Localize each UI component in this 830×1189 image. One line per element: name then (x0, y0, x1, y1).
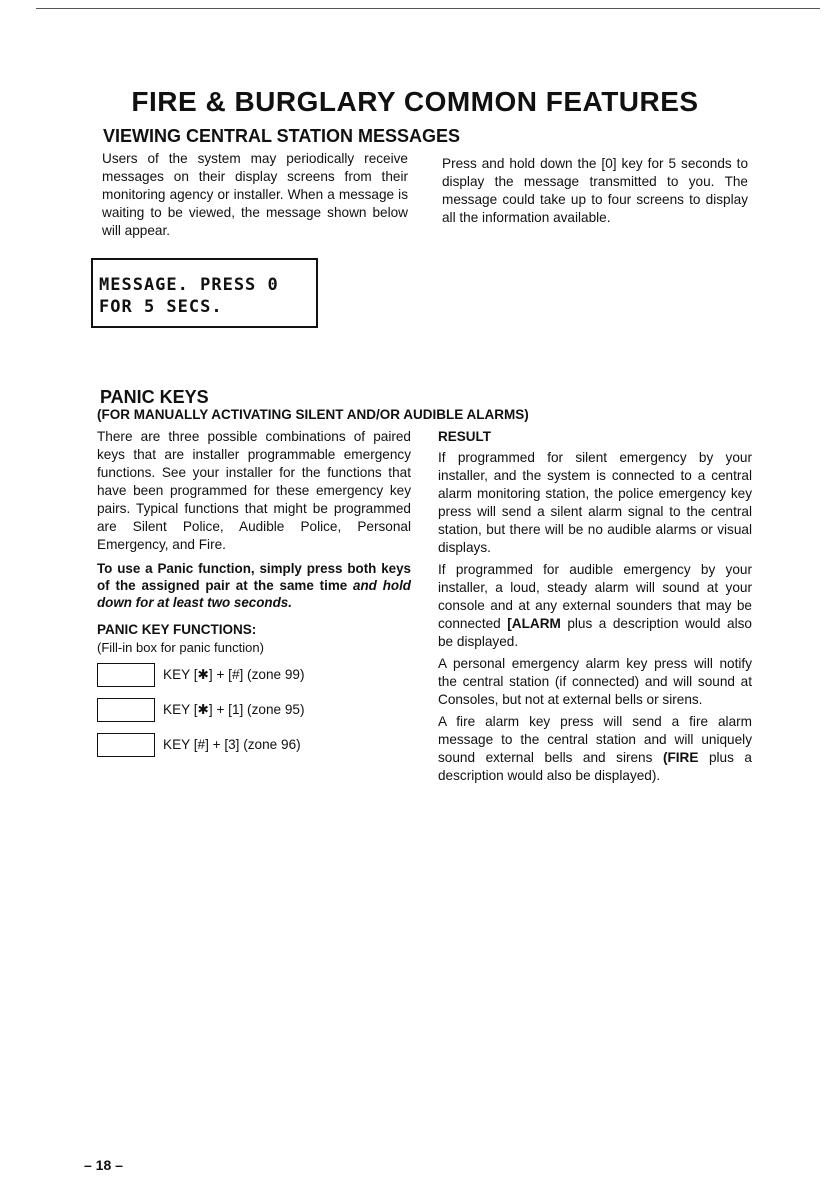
panic-key-label: KEY [#] + [3] (zone 96) (163, 737, 301, 752)
viewing-right-paragraph: Press and hold down the [0] key for 5 seconds to display the message transmitted to you. The message could take up to four screens to display all the information available. (442, 156, 748, 225)
panic-fill-box[interactable] (97, 698, 155, 722)
panic-heading: PANIC KEYS (100, 387, 209, 407)
result-fire-bold: (FIRE (662, 750, 699, 765)
viewing-left-text (102, 150, 408, 244)
result-audible-text: If programmed for audible emergency by your installer, a loud, steady alarm will sound at your console and at any external sounders that may be connected (438, 562, 752, 631)
result-silent: If programmed for silent emergency by your installer, and the system is connected to a central alarm monitoring station, the police emergency key press will send a silent alarm signal to the central station, but there will be no audible alarms or visual displays. (438, 450, 752, 555)
lcd-line-2: FOR 5 SECS. (99, 297, 223, 317)
result-fire-tail: plus a description would also be displayed). (438, 750, 752, 783)
page-number: – 18 – (84, 1157, 123, 1173)
viewing-left-paragraph: Users of the system may periodically receive messages on their display screens from their monitoring agency or installer. When a message is waiting to be viewed, the message shown below will appear. (102, 151, 408, 238)
panic-key-row (97, 733, 411, 757)
viewing-heading: VIEWING CENTRAL STATION MESSAGES (103, 126, 461, 146)
lcd-message-display (91, 258, 318, 328)
panic-fill-box[interactable] (97, 733, 155, 757)
result-audible-tail: plus a description would also be displayed. (438, 616, 752, 649)
panic-fill-box[interactable] (97, 663, 155, 687)
result-fire (438, 713, 752, 785)
panic-functions-heading: PANIC KEY FUNCTIONS: (97, 622, 257, 637)
panic-left-column (97, 428, 411, 757)
page-title: FIRE & BURGLARY COMMON FEATURES (131, 86, 699, 117)
result-personal: A personal emergency alarm key press will notify the central station (if connected) and will sound at Consoles, but not at external bells or sirens. (438, 656, 752, 707)
panic-instruction (97, 560, 411, 611)
result-heading: RESULT (438, 429, 491, 444)
panic-intro: There are three possible combinations of paired keys that are installer programmable emergency functions. See your installer for the functions that have been programmed for these emergency key pairs. Typical functions that might be programmed are Silent Police, Audible Police, Personal Emergency, and Fire. (97, 429, 411, 552)
viewing-right-text (442, 155, 748, 231)
panic-key-label: KEY [✱] + [1] (zone 95) (163, 702, 305, 717)
panic-result-column (438, 428, 752, 789)
result-fire-text: A fire alarm key press will send a fire alarm message to the central station and will uniquely sound external bells and sirens (438, 714, 752, 765)
panic-subheading: (FOR MANUALLY ACTIVATING SILENT AND/OR AUDIBLE ALARMS) (97, 407, 529, 422)
result-audible (438, 561, 752, 651)
panic-key-label: KEY [✱] + [#] (zone 99) (163, 667, 305, 682)
panic-key-row (97, 663, 411, 687)
panic-key-row (97, 698, 411, 722)
panic-instruction-bold: To use a Panic function, simply press both keys of the assigned pair at the same time (97, 561, 411, 593)
panic-functions-note: (Fill-in box for panic function) (97, 640, 264, 655)
panic-instruction-italic: and hold down for at least two seconds. (97, 578, 411, 610)
top-rule (36, 8, 820, 9)
lcd-line-1: MESSAGE. PRESS 0 (99, 275, 279, 295)
result-audible-bold: [ALARM (507, 616, 561, 631)
